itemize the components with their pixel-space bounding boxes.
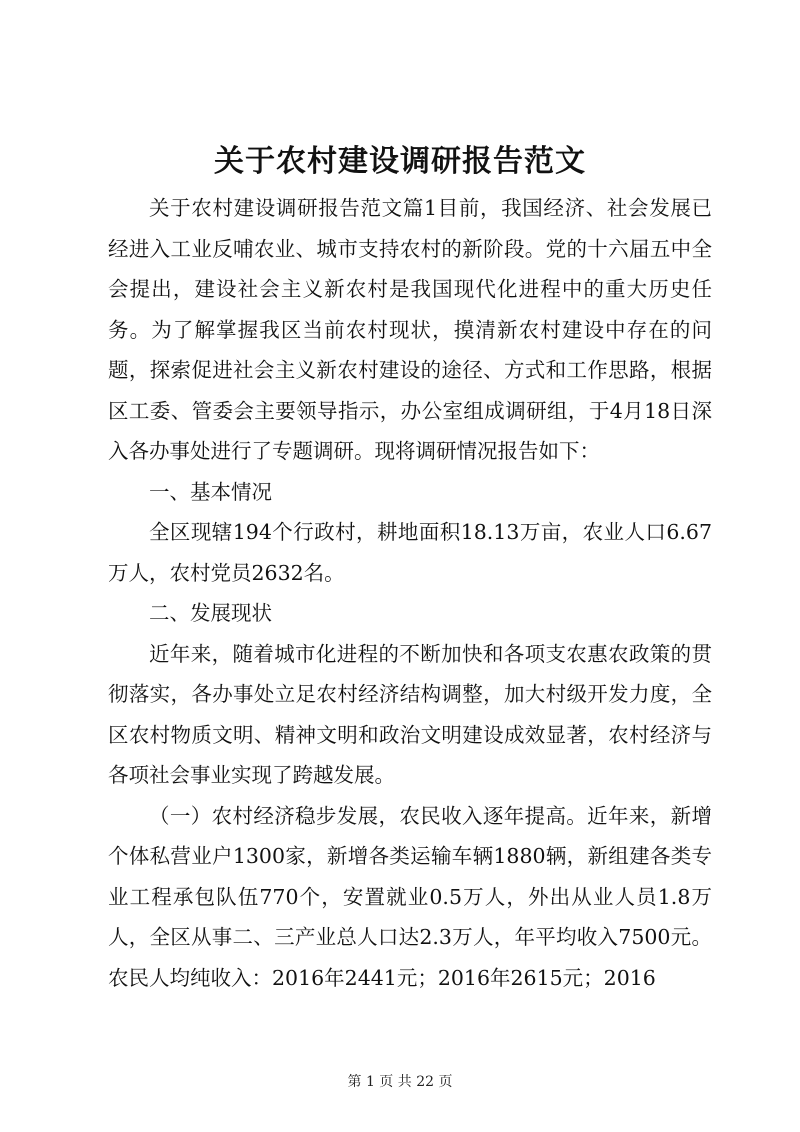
paragraph-intro: 关于农村建设调研报告范文篇1目前，我国经济、社会发展已经进入工业反哺农业、城市支持农村的新阶段。党的十六届五中全会提出，建设社会主义新农村是我国现代化进程中的重大历史任务。为了解掌握我区当前农村现状，摸清新农村建设中存在的问题，探索促进社会主义新农村建设的途径、方式和工作思路，根据区工委、管委会主要领导指示，办公室组成调研组，于4月18日深入各办事处进行了专题调研。现将调研情况报告如下： (108, 196, 712, 463)
document-body (108, 188, 712, 998)
page-footer: 第 1 页 共 22 页 (347, 1074, 453, 1090)
paragraph-economy: （一）农村经济稳步发展，农民收入逐年提高。近年来，新增个体私营业户1300家，新增各类运输车辆1880辆，新组建各类专业工程承包队伍770个，安置就业0.5万人，外出从业人员1.8万人，全区从事二、三产业总人口达2.3万人，年平均收入7500元。农民人均纯收入：2016年2441元；2016年2615元；2016 (108, 803, 712, 990)
paragraph-development: 近年来，随着城市化进程的不断加快和各项支农惠农政策的贯彻落实，各办事处立足农村经济结构调整，加大村级开发力度，全区农村物质文明、精神文明和政治文明建设成效显著，农村经济与各项社会事业实现了跨越发展。 (108, 641, 712, 787)
section-heading-development: 二、发展现状 (149, 601, 272, 625)
section-heading-basic: 一、基本情况 (149, 479, 272, 504)
document-title: 关于农村建设调研报告范文 (214, 144, 586, 179)
paragraph-basic-situation: 全区现辖194个行政村，耕地面积18.13万亩，农业人口6.67万人，农村党员2632名。 (108, 520, 712, 585)
